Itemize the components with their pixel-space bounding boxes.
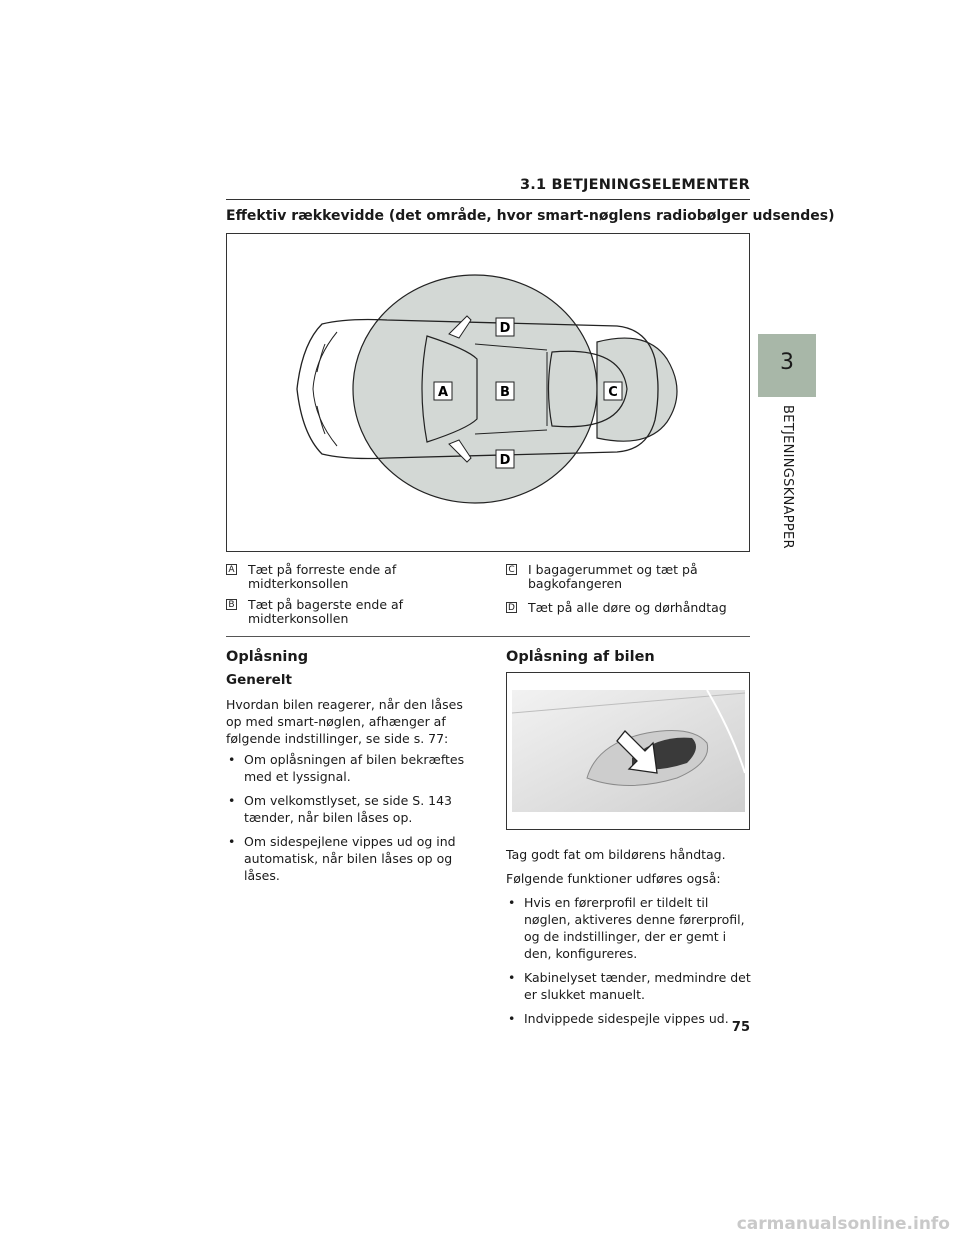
range-zone-cabin (353, 275, 597, 503)
svg-text:C: C (608, 385, 618, 400)
heading-unlocking: Oplåsning (226, 649, 309, 665)
subheading-general: Generelt (226, 672, 292, 688)
section-header: 3.1 BETJENINGSELEMENTER (520, 177, 750, 193)
range-figure (226, 233, 750, 552)
door-handle-illustration (507, 673, 749, 829)
zone-label-d-top (496, 318, 514, 336)
legend-letter: B (226, 599, 237, 610)
zone-label-a (434, 382, 452, 400)
legend-letter: D (506, 602, 517, 613)
intro-paragraph: Hvordan bilen reagerer, når den låses op med smart-nøglen, afhænger af følgende indstillinger, se side s. 77: (226, 697, 463, 746)
list-item: • Indvippede sidespejle vippes ud. (506, 1010, 751, 1027)
zone-label-b (496, 382, 514, 400)
svg-text:A: A (437, 385, 449, 400)
legend-text: I bagagerummet og tæt på bagkofangeren (528, 562, 698, 591)
section-divider (226, 636, 750, 637)
legend-letter: A (226, 564, 237, 575)
right-bullet-list (506, 894, 751, 1034)
legend-text: Tæt på alle døre og dørhåndtag (528, 600, 727, 615)
legend-letter: C (506, 564, 517, 575)
heading-unlocking-car: Oplåsning af bilen (506, 649, 655, 665)
figure-title: Effektiv rækkevidde (det område, hvor smart-nøglens radiobølger udsendes) (226, 208, 835, 224)
header-rule (226, 199, 750, 200)
list-item: • Om sidespejlene vippes ud og ind automatisk, når bilen låses op og låses. (226, 833, 471, 884)
page-number: 75 (731, 1020, 750, 1035)
svg-text:B: B (500, 385, 510, 400)
legend-text: Tæt på bagerste ende af midterkonsollen (248, 597, 404, 626)
door-handle-figure (506, 672, 750, 830)
grip-instruction: Tag godt fat om bildørens håndtag. (506, 847, 726, 862)
functions-intro: Følgende funktioner udføres også: (506, 871, 721, 886)
car-range-diagram (227, 234, 749, 551)
chapter-label: BETJENINGSKNAPPER (780, 405, 795, 549)
svg-text:D: D (499, 453, 511, 468)
list-item: • Hvis en førerprofil er tildelt til nøglen, aktiveres denne førerprofil, og de indstillinger, der er gemt i den, konfigureres. (506, 894, 751, 962)
zone-label-c (604, 382, 622, 400)
zone-label-d-bottom (496, 450, 514, 468)
list-item: • Om oplåsningen af bilen bekræftes med et lyssignal. (226, 751, 471, 785)
chapter-number: 3 (780, 350, 794, 375)
list-item: • Kabinelyset tænder, medmindre det er slukket manuelt. (506, 969, 751, 1003)
left-bullet-list (226, 751, 471, 891)
svg-text:D: D (499, 321, 511, 336)
watermark: carmanualsonline.info (736, 1214, 950, 1234)
legend-text: Tæt på forreste ende af midterkonsollen (248, 562, 397, 591)
list-item: • Om velkomstlyset, se side S. 143 tænder, når bilen låses op. (226, 792, 471, 826)
